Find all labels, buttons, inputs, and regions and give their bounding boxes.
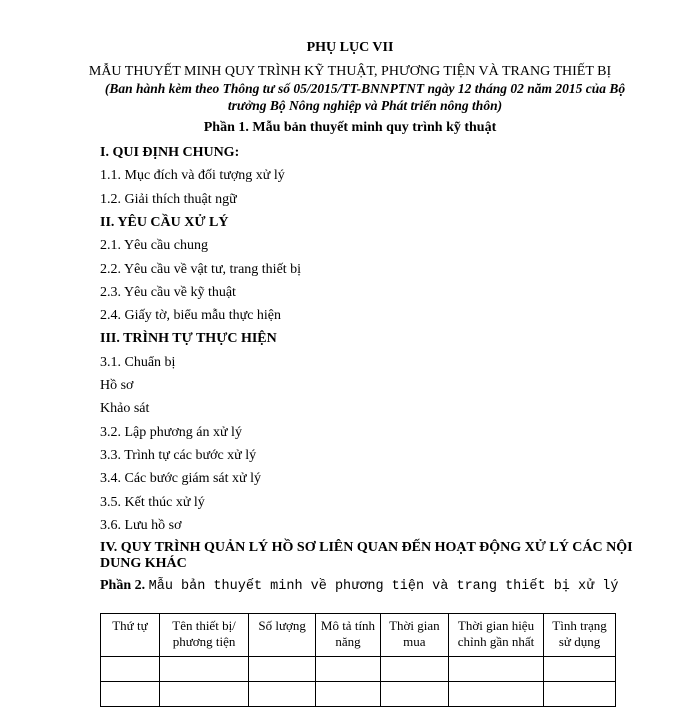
outline-item: 3.3. Trình tự các bước xử lý	[100, 448, 257, 463]
table-cell	[316, 682, 381, 707]
table-row	[101, 657, 616, 682]
outline-item: Hồ sơ	[100, 378, 134, 393]
section-heading: III. TRÌNH TỰ THỰC HIỆN	[100, 331, 277, 346]
table-cell	[544, 682, 616, 707]
appendix-label: PHỤ LỤC VII	[306, 40, 394, 55]
outline-item: 2.4. Giấy tờ, biểu mẫu thực hiện	[100, 308, 282, 323]
col-header-order: Thứ tự	[101, 614, 160, 657]
outline-item: 3.5. Kết thúc xử lý	[100, 495, 205, 510]
outline-item: 3.4. Các bước giám sát xử lý	[100, 471, 261, 486]
section4-heading: IV. QUY TRÌNH QUẢN LÝ HỒ SƠ LIÊN QUAN ĐẾN HOẠT ĐỘNG XỬ LÝ CÁC NỘI DUNG KHÁC	[100, 540, 633, 571]
table-cell	[380, 682, 448, 707]
table-cell	[544, 657, 616, 682]
outline-item: 1.1. Mục đích và đối tượng xử lý	[100, 168, 285, 183]
col-header-description: Mô tả tính năng	[316, 614, 381, 657]
table-cell	[448, 682, 543, 707]
table-cell	[249, 682, 316, 707]
table-cell	[159, 682, 248, 707]
table-header-row	[101, 614, 616, 657]
col-header-calibration-time: Thời gian hiệu chỉnh gần nhất	[448, 614, 543, 657]
outline-item: 1.2. Giải thích thuật ngữ	[100, 192, 237, 207]
outline-item: 3.6. Lưu hồ sơ	[100, 518, 182, 533]
table-cell	[448, 657, 543, 682]
part2-label: Phần 2.	[100, 578, 146, 593]
section-heading: I. QUI ĐỊNH CHUNG:	[100, 145, 240, 160]
col-header-quantity: Số lượng	[249, 614, 316, 657]
table-cell	[159, 657, 248, 682]
table-row	[101, 682, 616, 707]
outline-item: 2.2. Yêu cầu về vật tư, trang thiết bị	[100, 262, 302, 277]
section-heading: II. YÊU CẦU XỬ LÝ	[100, 215, 229, 230]
table-cell	[249, 657, 316, 682]
outline-item: 2.3. Yêu cầu về kỹ thuật	[100, 285, 236, 300]
table-cell	[101, 682, 160, 707]
table-body	[101, 657, 616, 707]
outline-item: 2.1. Yêu cầu chung	[100, 238, 208, 253]
col-header-purchase-time: Thời gian mua	[380, 614, 448, 657]
outline-item: 3.2. Lập phương án xử lý	[100, 425, 242, 440]
equipment-table	[100, 613, 616, 707]
table-cell	[101, 657, 160, 682]
col-header-equipment-name: Tên thiết bị/ phương tiện	[159, 614, 248, 657]
part2-title	[100, 578, 640, 595]
table-cell	[380, 657, 448, 682]
outline-item: 3.1. Chuẩn bị	[100, 355, 176, 370]
part2-text: Mẫu bản thuyết minh về phương tiện và trang thiết bị xử lý	[148, 579, 619, 594]
document-subtitle: (Ban hành kèm theo Thông tư số 05/2015/TT-BNNPTNT ngày 12 tháng 02 năm 2015 của Bộ trưởng Bộ Nông nghiệp và Phát triển nông thôn)	[104, 81, 626, 113]
table-cell	[316, 657, 381, 682]
document-title: MẪU THUYẾT MINH QUY TRÌNH KỸ THUẬT, PHƯƠNG TIỆN VÀ TRANG THIẾT BỊ	[88, 64, 612, 79]
part1-title: Phần 1. Mẫu bản thuyết minh quy trình kỹ thuật	[203, 120, 497, 135]
outline-item: Khảo sát	[100, 401, 150, 416]
col-header-status: Tình trạng sử dụng	[544, 614, 616, 657]
